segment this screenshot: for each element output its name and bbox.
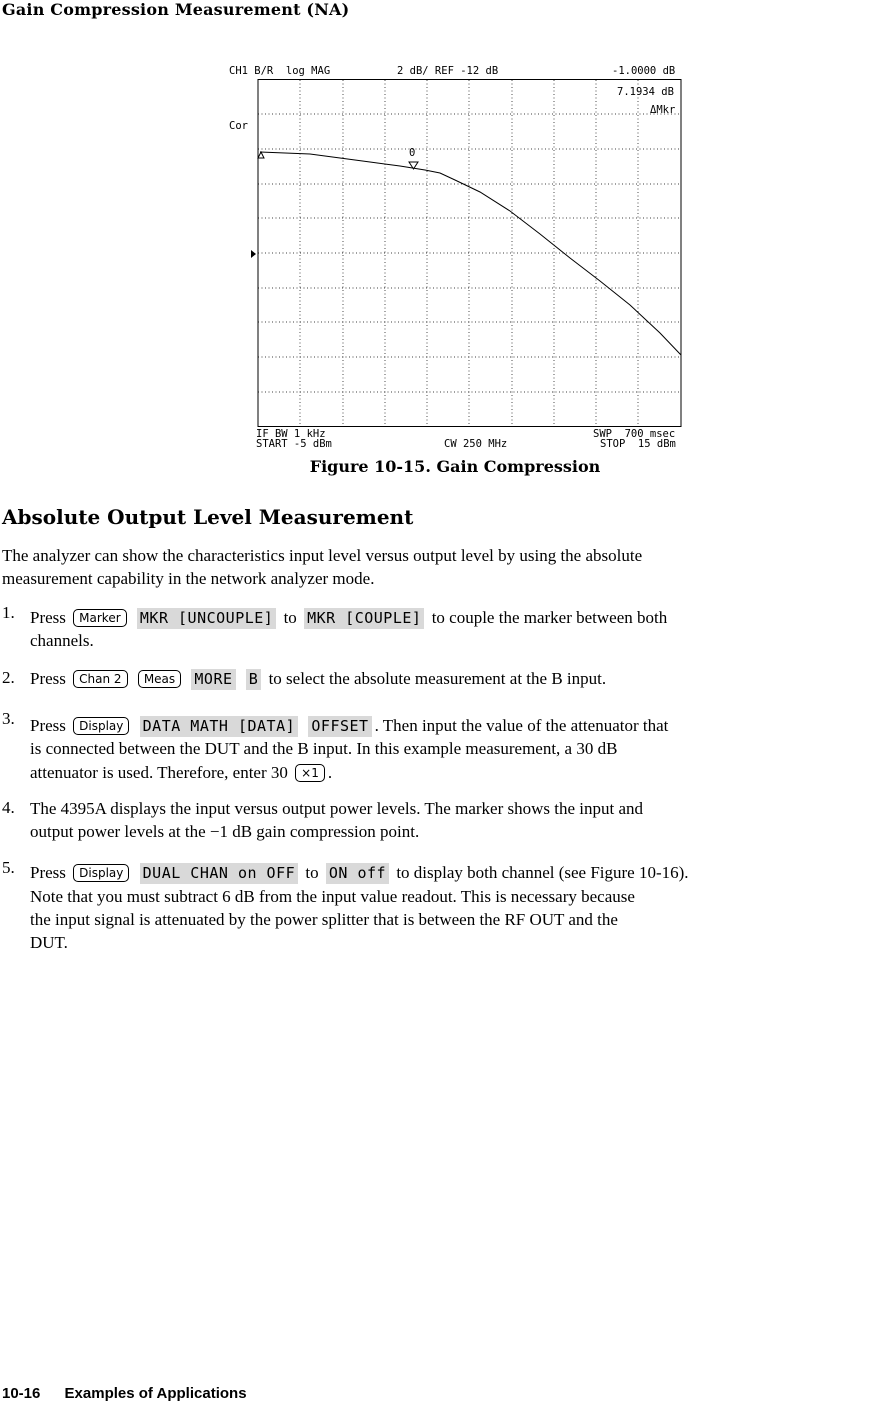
step-text: . Then input the value of the attenuator that xyxy=(374,716,669,735)
step-4-line-1: The 4395A displays the input versus output power levels. The marker shows the input and xyxy=(30,799,644,818)
intro-line-2: measurement capability in the network analyzer mode. xyxy=(2,569,375,588)
display-key[interactable]: Display xyxy=(73,717,129,735)
page-footer xyxy=(2,1385,247,1402)
screen-header-right: -1.0000 dB xyxy=(612,65,676,77)
times-one-key[interactable]: ×1 xyxy=(295,764,325,782)
step-text: to couple the marker between both xyxy=(431,608,668,627)
section-heading: Absolute Output Level Measurement xyxy=(2,505,414,529)
mkr-couple-softkey[interactable]: MKR [COUPLE] xyxy=(304,608,424,629)
step-text: Press xyxy=(30,716,66,735)
trace-line xyxy=(260,152,681,355)
step-text: to xyxy=(305,863,319,882)
step-text: Press xyxy=(30,608,66,627)
step-5-line-3: the input signal is attenuated by the power splitter that is between the RF OUT and the xyxy=(30,910,618,929)
graticule-grid xyxy=(258,80,681,426)
step-text: to xyxy=(283,608,297,627)
more-softkey[interactable]: MORE xyxy=(191,669,235,690)
step-number: 5. xyxy=(2,858,15,877)
chapter-title: Examples of Applications xyxy=(64,1385,247,1402)
step-text: Press xyxy=(30,669,66,688)
step-text: Press xyxy=(30,863,66,882)
display-key[interactable]: Display xyxy=(73,864,129,882)
screen-header-left: CH1 B/R log MAG xyxy=(229,65,331,77)
reference-marker-icon xyxy=(258,152,264,158)
reference-level-arrow-icon xyxy=(251,250,256,258)
step-5-line-2: Note that you must subtract 6 dB from the input value readout. This is necessary because xyxy=(30,887,635,906)
analyzer-screen xyxy=(0,0,895,460)
chan-2-key[interactable]: Chan 2 xyxy=(73,670,127,688)
figure-caption: Figure 10-15. Gain Compression xyxy=(309,457,601,476)
stop-power: STOP 15 dBm xyxy=(600,438,676,450)
start-power: START -5 dBm xyxy=(256,438,332,450)
dual-chan-softkey[interactable]: DUAL CHAN on OFF xyxy=(140,863,299,884)
marker-value: 7.1934 dB xyxy=(617,86,674,98)
step-2-line-1 xyxy=(30,668,606,690)
step-3-line-2: is connected between the DUT and the B input. In this example measurement, a 30 dB xyxy=(30,739,618,758)
intro-line-1: The analyzer can show the characteristics input level versus output level by using the absolute xyxy=(2,546,643,565)
meas-key[interactable]: Meas xyxy=(138,670,181,688)
screen-header-mid: 2 dB/ REF -12 dB xyxy=(397,65,499,77)
step-text: . xyxy=(327,763,333,782)
sweep-time: SWP 700 msec xyxy=(593,428,676,440)
cw-frequency: CW 250 MHz xyxy=(444,438,508,450)
step-number: 3. xyxy=(2,709,15,728)
step-4-line-2: output power levels at the −1 dB gain compression point. xyxy=(30,822,420,841)
page-number: 10-16 xyxy=(2,1385,41,1402)
correction-label: Cor xyxy=(229,120,248,132)
trace-graticule xyxy=(0,0,895,460)
step-number: 1. xyxy=(2,603,15,622)
step-text: to display both channel (see Figure 10-16). xyxy=(396,863,689,882)
if-bandwidth: IF BW 1 kHz xyxy=(256,428,326,440)
step-5-line-4: DUT. xyxy=(30,933,68,952)
step-text: attenuator is used. Therefore, enter 30 xyxy=(30,763,288,782)
marker-number: 0 xyxy=(409,147,416,159)
step-3-line-3 xyxy=(30,762,332,784)
step-1-line-2: channels. xyxy=(30,631,94,650)
marker-key[interactable]: Marker xyxy=(73,609,126,627)
step-5-line-1 xyxy=(30,862,689,884)
marker-mode: ΔMkr xyxy=(650,104,676,116)
data-math-softkey[interactable]: DATA MATH [DATA] xyxy=(140,716,299,737)
section-title: Gain Compression Measurement (NA) xyxy=(2,0,350,19)
step-3-line-1 xyxy=(30,715,668,737)
step-1-line-1 xyxy=(30,607,667,629)
on-off-softkey[interactable]: ON off xyxy=(326,863,389,884)
step-number: 2. xyxy=(2,668,15,687)
offset-softkey[interactable]: OFFSET xyxy=(308,716,371,737)
step-text: to select the absolute measurement at the B input. xyxy=(268,669,607,688)
b-softkey[interactable]: B xyxy=(246,669,262,690)
mkr-uncouple-softkey[interactable]: MKR [UNCOUPLE] xyxy=(137,608,276,629)
step-number: 4. xyxy=(2,798,15,817)
